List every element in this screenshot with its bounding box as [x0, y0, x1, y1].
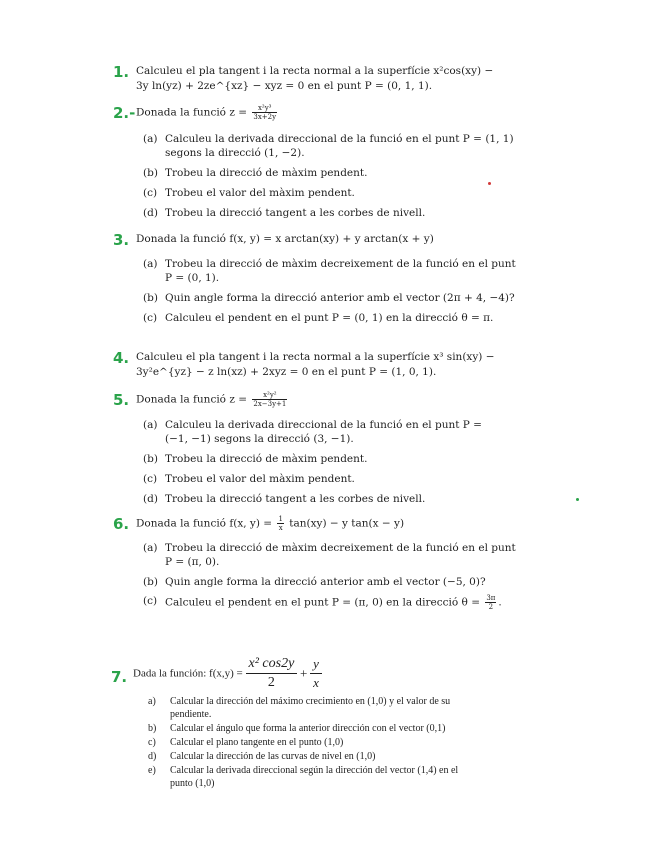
problem-5-number: 5.	[113, 391, 130, 409]
problem-7-statement	[133, 655, 433, 692]
problem-6-frac-den: x	[278, 524, 283, 532]
stray-red-mark	[488, 182, 491, 185]
problem-4-number: 4.	[113, 349, 130, 367]
item-label: b)	[148, 723, 157, 734]
problem-3-statement: Donada la funció f(x, y) = x arctan(xy) + y arctan(x + y)	[136, 233, 434, 245]
item-line2: P = (0, 1).	[165, 272, 220, 284]
item-line1: Calculeu la derivada direccional de la funció en el punt P = (1, 1)	[165, 133, 514, 145]
item-text: Quin angle forma la direcció anterior amb el vector (2π + 4, −4)?	[165, 292, 515, 304]
item-text: Trobeu la direcció tangent a les corbes de nivell.	[165, 493, 426, 505]
item-text-prefix: Calculeu el pendent en el punt P = (π, 0) en la direcció θ =	[165, 596, 480, 609]
problem-4-line2: 3y²e^{yz} − z ln(xz) + 2xyz = 0 en el punt P = (1, 0, 1).	[136, 366, 437, 378]
item-text	[165, 541, 516, 569]
item-label: (b)	[143, 167, 158, 179]
problem-1-line1: Calculeu el pla tangent i la recta normal a la superfície x²cos(xy) −	[136, 65, 494, 77]
stray-green-mark	[576, 498, 579, 501]
theta-fraction	[485, 594, 496, 611]
item-text	[165, 257, 516, 285]
item-line2: punto (1,0)	[170, 778, 215, 789]
problem-1-statement	[136, 64, 536, 94]
item-line2: P = (π, 0).	[165, 556, 220, 568]
problem-2-stem-prefix: Donada la funció z =	[136, 106, 248, 119]
item-text	[165, 132, 514, 160]
item-line2: (−1, −1) segons la direcció (3, −1).	[165, 433, 354, 445]
problem-5-frac-num: x²y²	[252, 391, 287, 400]
problem-2-frac-num: x²y³	[252, 104, 277, 113]
item-text: Calculeu el pendent en el punt P = (0, 1) en la direcció θ = π.	[165, 312, 494, 324]
problem-6-fraction	[277, 515, 283, 532]
item-text: Quin angle forma la direcció anterior amb el vector (−5, 0)?	[165, 576, 486, 588]
problem-5-fraction	[252, 391, 287, 408]
frac2-den: x	[313, 675, 319, 690]
item-label: (c)	[143, 312, 158, 324]
item-text	[170, 695, 450, 721]
item-text	[165, 594, 502, 611]
item-text: Trobeu la direcció tangent a les corbes de nivell.	[165, 207, 426, 219]
item-text	[170, 764, 458, 790]
problem-4-line1: Calculeu el pla tangent i la recta normal a la superfície x³ sin(xy) −	[136, 351, 495, 363]
item-text-suffix: .	[498, 596, 502, 609]
frac2-num: y	[310, 655, 322, 674]
problem-5-statement	[136, 391, 516, 408]
problem-5-frac-den: 2x−3y+1	[253, 400, 287, 408]
frac1-num: x² cos2y	[246, 655, 298, 674]
problem-7-fraction-2	[310, 655, 322, 692]
item-line1: Trobeu la direcció de màxim decreixement de la funció en el punt	[165, 542, 516, 554]
item-label: d)	[148, 751, 157, 762]
item-line2: segons la direcció (1, −2).	[165, 147, 305, 159]
item-label: (b)	[143, 576, 158, 588]
problem-1-number: 1.	[113, 63, 130, 81]
problem-2-number: 2.-	[113, 104, 136, 122]
item-line1: Trobeu la direcció de màxim decreixement de la funció en el punt	[165, 258, 516, 270]
item-text: Calcular el ángulo que forma la anterior dirección con el vector (0,1)	[170, 723, 446, 734]
item-label: (a)	[143, 133, 158, 145]
problem-2-frac-den: 3x+2y	[253, 113, 277, 121]
item-label: (d)	[143, 207, 158, 219]
item-label: (c)	[143, 187, 158, 199]
item-text: Trobeu la direcció de màxim pendent.	[165, 453, 368, 465]
problem-5-stem-prefix: Donada la funció z =	[136, 393, 248, 406]
item-label: (a)	[143, 419, 158, 431]
item-text: Trobeu el valor del màxim pendent.	[165, 187, 355, 199]
item-text	[165, 418, 482, 446]
item-label: (c)	[143, 595, 158, 607]
problem-2-fraction	[252, 104, 277, 121]
problem-6-statement	[136, 515, 556, 532]
item-text: Calcular la dirección de las curvas de nivel en (1,0)	[170, 751, 376, 762]
problem-7-fraction-1	[246, 655, 298, 692]
plus-sign: +	[300, 665, 308, 681]
item-text: Trobeu el valor del màxim pendent.	[165, 473, 355, 485]
item-line1: Calculeu la derivada direccional de la funció en el punt P =	[165, 419, 482, 431]
item-label: c)	[148, 737, 156, 748]
problem-7-stem-prefix: Dada la función: f(x,y) =	[133, 667, 243, 680]
item-line2: pendiente.	[170, 709, 212, 720]
item-label: (c)	[143, 473, 158, 485]
problem-2-statement	[136, 104, 516, 121]
problem-1-line2: 3y ln(yz) + 2ze^{xz} − xyz = 0 en el punt P = (0, 1, 1).	[136, 80, 433, 92]
theta-frac-num: 3π	[486, 594, 496, 602]
item-label: (a)	[143, 258, 158, 270]
item-line1: Calcular la derivada direccional según la dirección del vector (1,4) en el	[170, 765, 459, 776]
item-line1: Calcular la dirección del máximo crecimiento en (1,0) y el valor de su	[170, 696, 451, 707]
item-label: e)	[148, 765, 156, 776]
theta-frac-den: 2	[488, 603, 494, 611]
item-label: a)	[148, 696, 156, 707]
item-label: (b)	[143, 453, 158, 465]
problem-4-statement	[136, 350, 536, 380]
item-label: (d)	[143, 493, 158, 505]
frac1-den: 2	[267, 675, 275, 690]
item-text: Calcular el plano tangente en el punto (1,0)	[170, 737, 344, 748]
problem-6-frac-num: 1	[278, 515, 283, 523]
problem-6-stem-prefix: Donada la funció f(x, y) =	[136, 517, 273, 530]
problem-6-stem-suffix: tan(xy) − y tan(x − y)	[289, 517, 405, 530]
problem-3-number: 3.	[113, 231, 130, 249]
item-label: (b)	[143, 292, 158, 304]
item-label: (a)	[143, 542, 158, 554]
problem-6-number: 6.	[113, 515, 130, 533]
item-text: Trobeu la direcció de màxim pendent.	[165, 167, 368, 179]
problem-7-number: 7.	[111, 668, 128, 686]
